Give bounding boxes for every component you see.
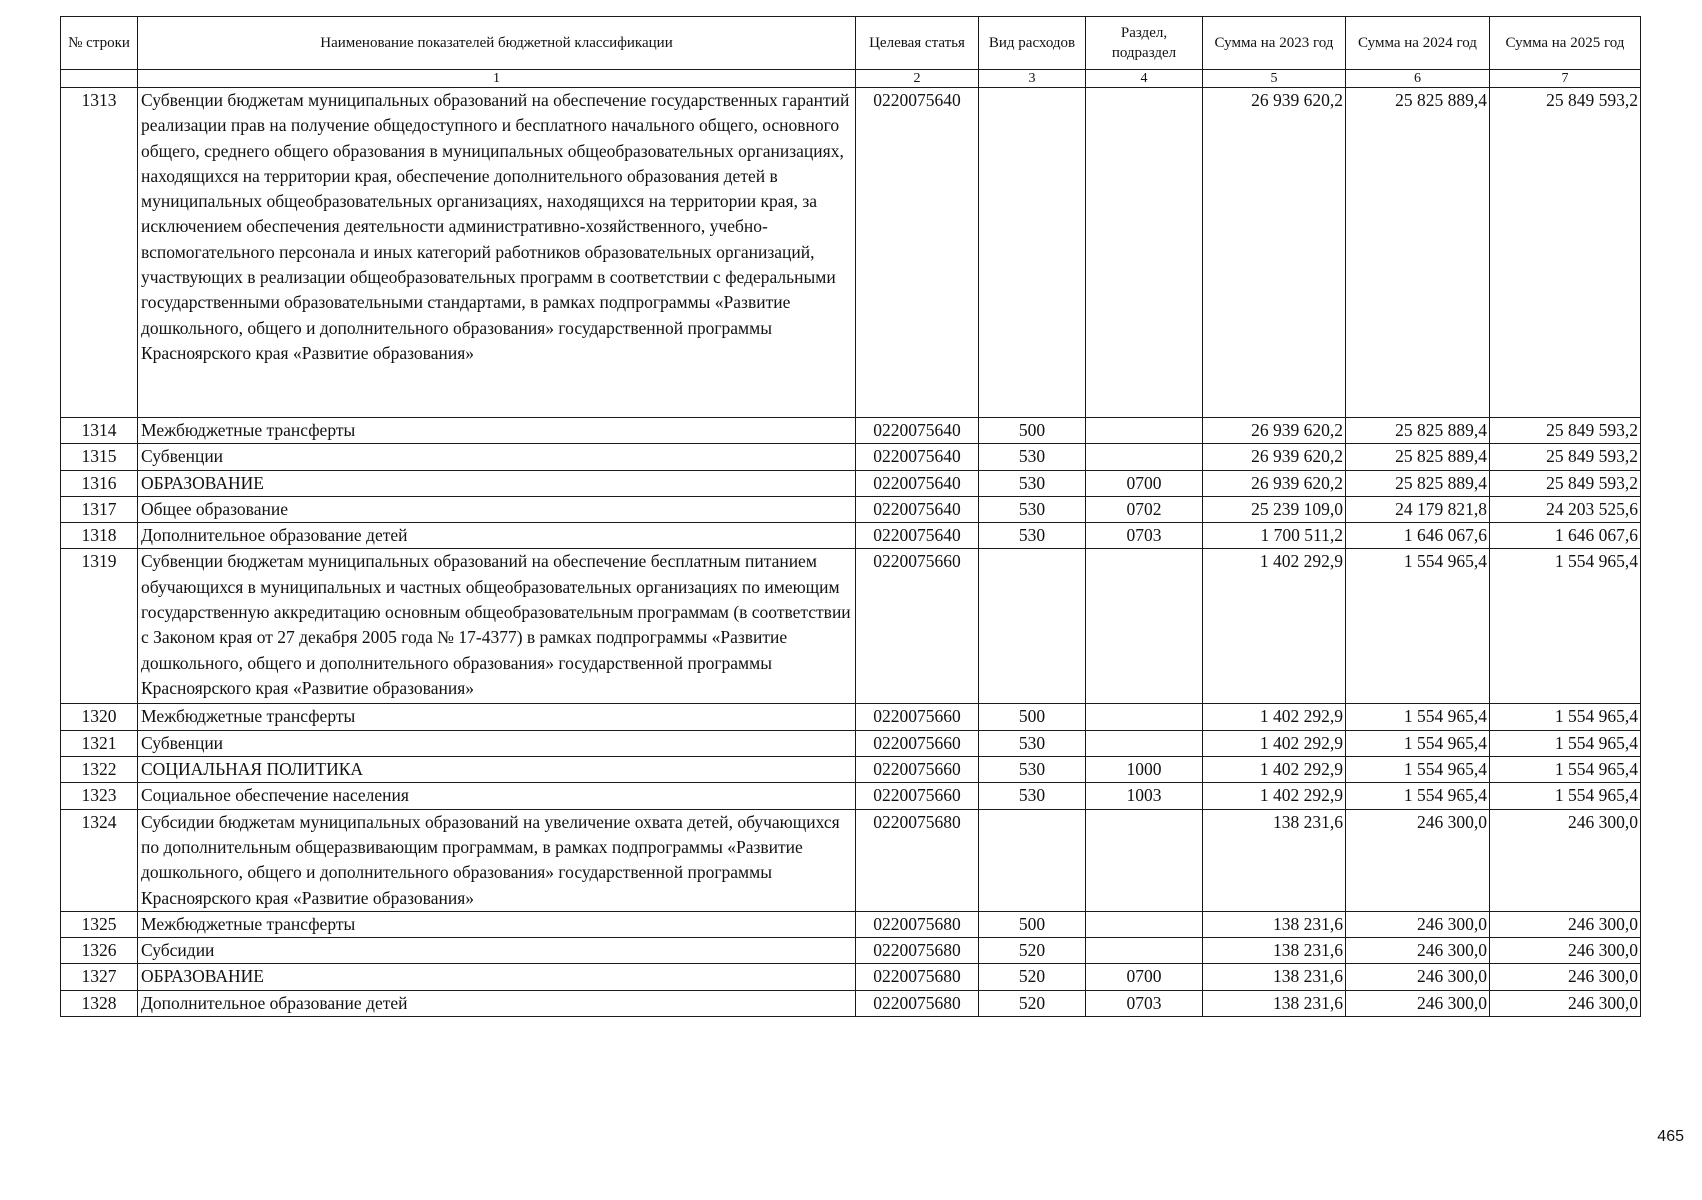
row-name: ОБРАЗОВАНИЕ [138, 964, 856, 990]
row-name: Дополнительное образование детей [138, 523, 856, 549]
row-expense-type: 520 [979, 990, 1086, 1016]
row-target-code: 0220075640 [856, 523, 979, 549]
row-sum-2025: 1 554 965,4 [1490, 730, 1641, 756]
row-number: 1321 [61, 730, 138, 756]
row-name: Субсидии бюджетам муниципальных образований на увеличение охвата детей, обучающихся по дополнительным общеразвивающим программам, в рамках подпрограммы «Развитие дошкольного, общего и дополнительного образования» государственной программы Красноярского края «Развитие образования» [138, 809, 856, 911]
row-target-code: 0220075640 [856, 470, 979, 496]
row-expense-type: 500 [979, 911, 1086, 937]
row-sum-2024: 246 300,0 [1346, 938, 1490, 964]
row-section-code [1086, 549, 1203, 704]
row-name: Субвенции бюджетам муниципальных образований на обеспечение государственных гарантий реализации прав на получение общедоступного и бесплатного начального общего, основного общего, среднего общего образования в муниципальных общеобразовательных организациях, находящихся на территории края, обеспечение дополнительного образования детей в муниципальных общеобразовательных организациях, находящихся на территории края, за исключением обеспечения деятельности административно-хозяйственного, учебно-вспомогательного персонала и иных категорий работников образовательных организаций, участвующих в реализации общеобразовательных программ в соответствии с федеральными государственными образовательными стандартами, в рамках подпрограммы «Развитие дошкольного, общего и дополнительного образования» государственной программы Красноярского края «Развитие образования» [138, 88, 856, 418]
table-row [61, 523, 1641, 549]
row-sum-2025: 25 849 593,2 [1490, 88, 1641, 418]
table-row [61, 938, 1641, 964]
row-sum-2025: 246 300,0 [1490, 809, 1641, 911]
row-section-code: 0700 [1086, 470, 1203, 496]
row-section-code: 0700 [1086, 964, 1203, 990]
row-sum-2025: 1 554 965,4 [1490, 783, 1641, 809]
row-number: 1313 [61, 88, 138, 418]
header-sum-2025: Сумма на 2025 год [1490, 17, 1641, 70]
row-number: 1315 [61, 444, 138, 470]
row-number: 1328 [61, 990, 138, 1016]
row-expense-type: 530 [979, 470, 1086, 496]
colnum-5: 5 [1203, 70, 1346, 88]
colnum-3: 3 [979, 70, 1086, 88]
colnum-2: 2 [856, 70, 979, 88]
row-section-code [1086, 704, 1203, 730]
row-sum-2023: 26 939 620,2 [1203, 470, 1346, 496]
row-name: Субвенции [138, 444, 856, 470]
row-number: 1320 [61, 704, 138, 730]
row-name: ОБРАЗОВАНИЕ [138, 470, 856, 496]
row-sum-2023: 1 402 292,9 [1203, 783, 1346, 809]
row-section-code [1086, 938, 1203, 964]
row-target-code: 0220075660 [856, 549, 979, 704]
row-number: 1326 [61, 938, 138, 964]
page-number: 465 [1657, 1128, 1684, 1145]
row-target-code: 0220075640 [856, 418, 979, 444]
table-row [61, 88, 1641, 418]
table-row [61, 418, 1641, 444]
row-sum-2024: 1 554 965,4 [1346, 704, 1490, 730]
row-number: 1317 [61, 496, 138, 522]
table-row [61, 704, 1641, 730]
row-sum-2024: 246 300,0 [1346, 911, 1490, 937]
row-sum-2024: 25 825 889,4 [1346, 470, 1490, 496]
row-expense-type [979, 88, 1086, 418]
row-sum-2024: 1 554 965,4 [1346, 783, 1490, 809]
row-sum-2025: 246 300,0 [1490, 911, 1641, 937]
row-number: 1323 [61, 783, 138, 809]
row-target-code: 0220075680 [856, 964, 979, 990]
row-name: Межбюджетные трансферты [138, 418, 856, 444]
row-sum-2025: 1 554 965,4 [1490, 549, 1641, 704]
table-row [61, 964, 1641, 990]
row-number: 1316 [61, 470, 138, 496]
row-section-code: 0703 [1086, 990, 1203, 1016]
row-target-code: 0220075640 [856, 88, 979, 418]
table-header-row [61, 17, 1641, 70]
header-sum-2023: Сумма на 2023 год [1203, 17, 1346, 70]
row-sum-2025: 1 554 965,4 [1490, 704, 1641, 730]
row-section-code [1086, 730, 1203, 756]
table-row [61, 911, 1641, 937]
table-row [61, 496, 1641, 522]
row-expense-type: 530 [979, 730, 1086, 756]
row-sum-2023: 1 402 292,9 [1203, 549, 1346, 704]
row-target-code: 0220075640 [856, 496, 979, 522]
row-number: 1324 [61, 809, 138, 911]
row-target-code: 0220075660 [856, 783, 979, 809]
row-sum-2025: 25 849 593,2 [1490, 418, 1641, 444]
row-sum-2025: 1 646 067,6 [1490, 523, 1641, 549]
row-expense-type: 530 [979, 444, 1086, 470]
row-expense-type: 500 [979, 704, 1086, 730]
row-sum-2024: 1 646 067,6 [1346, 523, 1490, 549]
row-number: 1322 [61, 757, 138, 783]
row-name: СОЦИАЛЬНАЯ ПОЛИТИКА [138, 757, 856, 783]
row-sum-2024: 1 554 965,4 [1346, 757, 1490, 783]
row-sum-2023: 138 231,6 [1203, 938, 1346, 964]
row-sum-2025: 1 554 965,4 [1490, 757, 1641, 783]
row-section-code: 1003 [1086, 783, 1203, 809]
row-sum-2024: 25 825 889,4 [1346, 88, 1490, 418]
table-row [61, 783, 1641, 809]
row-expense-type: 530 [979, 783, 1086, 809]
row-target-code: 0220075680 [856, 911, 979, 937]
row-sum-2024: 1 554 965,4 [1346, 730, 1490, 756]
column-numbers-row [61, 70, 1641, 88]
colnum-1: 1 [138, 70, 856, 88]
header-name: Наименование показателей бюджетной классификации [138, 17, 856, 70]
row-number: 1325 [61, 911, 138, 937]
row-section-code [1086, 911, 1203, 937]
row-name: Дополнительное образование детей [138, 990, 856, 1016]
row-section-code [1086, 88, 1203, 418]
header-target: Целевая статья [856, 17, 979, 70]
row-sum-2023: 1 402 292,9 [1203, 730, 1346, 756]
row-sum-2023: 138 231,6 [1203, 911, 1346, 937]
row-name: Межбюджетные трансферты [138, 911, 856, 937]
table-row [61, 990, 1641, 1016]
row-sum-2025: 25 849 593,2 [1490, 470, 1641, 496]
row-section-code [1086, 418, 1203, 444]
row-section-code [1086, 809, 1203, 911]
row-target-code: 0220075660 [856, 730, 979, 756]
header-row-number: № строки [61, 17, 138, 70]
row-sum-2025: 246 300,0 [1490, 964, 1641, 990]
row-sum-2024: 246 300,0 [1346, 964, 1490, 990]
row-sum-2023: 1 700 511,2 [1203, 523, 1346, 549]
row-sum-2024: 246 300,0 [1346, 809, 1490, 911]
row-sum-2024: 246 300,0 [1346, 990, 1490, 1016]
row-name: Общее образование [138, 496, 856, 522]
row-sum-2023: 26 939 620,2 [1203, 88, 1346, 418]
row-sum-2024: 1 554 965,4 [1346, 549, 1490, 704]
row-name: Субвенции бюджетам муниципальных образований на обеспечение бесплатным питанием обучающихся в муниципальных и частных общеобразовательных организациях по имеющим государственную аккредитацию основным общеобразовательным программам (в соответствии с Законом края от 27 декабря 2005 года № 17-4377) в рамках подпрограммы «Развитие дошкольного, общего и дополнительного образования» государственной программы Красноярского края «Развитие образования» [138, 549, 856, 704]
table-row [61, 757, 1641, 783]
table-body [61, 88, 1641, 1017]
row-sum-2024: 24 179 821,8 [1346, 496, 1490, 522]
row-sum-2024: 25 825 889,4 [1346, 444, 1490, 470]
row-sum-2023: 25 239 109,0 [1203, 496, 1346, 522]
row-section-code: 1000 [1086, 757, 1203, 783]
row-expense-type: 520 [979, 964, 1086, 990]
table-row [61, 444, 1641, 470]
row-target-code: 0220075640 [856, 444, 979, 470]
colnum-empty [61, 70, 138, 88]
row-target-code: 0220075680 [856, 938, 979, 964]
row-section-code: 0703 [1086, 523, 1203, 549]
table-row [61, 470, 1641, 496]
row-sum-2025: 24 203 525,6 [1490, 496, 1641, 522]
colnum-7: 7 [1490, 70, 1641, 88]
row-sum-2023: 138 231,6 [1203, 809, 1346, 911]
row-expense-type: 500 [979, 418, 1086, 444]
row-section-code: 0702 [1086, 496, 1203, 522]
row-sum-2025: 246 300,0 [1490, 938, 1641, 964]
row-name: Межбюджетные трансферты [138, 704, 856, 730]
row-target-code: 0220075660 [856, 757, 979, 783]
row-expense-type: 530 [979, 757, 1086, 783]
row-expense-type [979, 549, 1086, 704]
table-row [61, 730, 1641, 756]
colnum-4: 4 [1086, 70, 1203, 88]
row-sum-2025: 246 300,0 [1490, 990, 1641, 1016]
row-expense-type [979, 809, 1086, 911]
header-expense-type: Вид расходов [979, 17, 1086, 70]
row-target-code: 0220075660 [856, 704, 979, 730]
budget-table [60, 16, 1641, 1017]
row-number: 1318 [61, 523, 138, 549]
row-name: Субсидии [138, 938, 856, 964]
row-number: 1319 [61, 549, 138, 704]
row-section-code [1086, 444, 1203, 470]
row-sum-2025: 25 849 593,2 [1490, 444, 1641, 470]
row-expense-type: 520 [979, 938, 1086, 964]
row-sum-2023: 26 939 620,2 [1203, 444, 1346, 470]
row-sum-2024: 25 825 889,4 [1346, 418, 1490, 444]
row-name: Социальное обеспечение населения [138, 783, 856, 809]
colnum-6: 6 [1346, 70, 1490, 88]
row-sum-2023: 1 402 292,9 [1203, 757, 1346, 783]
table-row [61, 549, 1641, 704]
row-target-code: 0220075680 [856, 809, 979, 911]
row-expense-type: 530 [979, 496, 1086, 522]
row-target-code: 0220075680 [856, 990, 979, 1016]
header-section: Раздел, подраздел [1086, 17, 1203, 70]
row-name: Субвенции [138, 730, 856, 756]
row-number: 1327 [61, 964, 138, 990]
table-row [61, 809, 1641, 911]
header-sum-2024: Сумма на 2024 год [1346, 17, 1490, 70]
row-sum-2023: 138 231,6 [1203, 964, 1346, 990]
row-expense-type: 530 [979, 523, 1086, 549]
row-number: 1314 [61, 418, 138, 444]
row-sum-2023: 138 231,6 [1203, 990, 1346, 1016]
row-sum-2023: 26 939 620,2 [1203, 418, 1346, 444]
row-sum-2023: 1 402 292,9 [1203, 704, 1346, 730]
